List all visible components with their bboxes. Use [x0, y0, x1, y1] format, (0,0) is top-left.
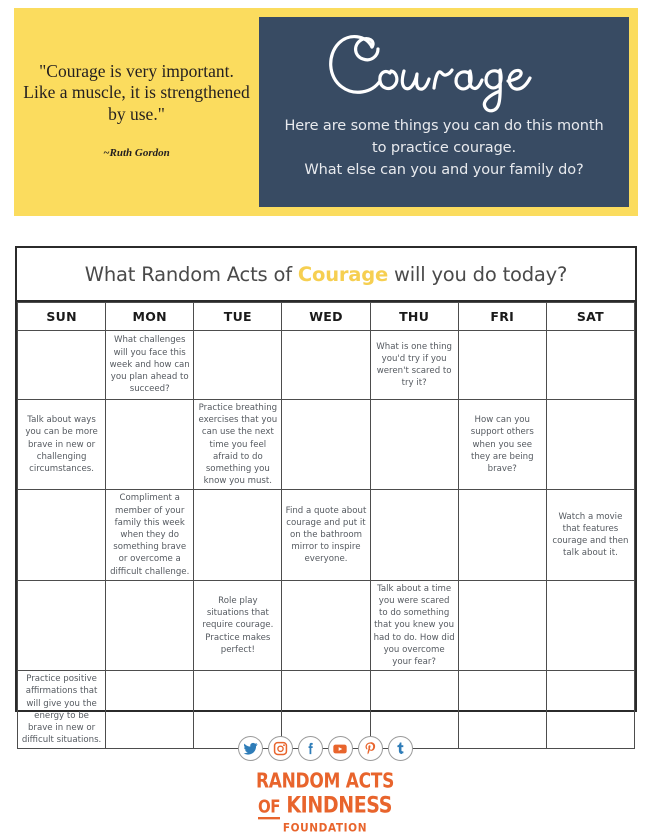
calendar-cell[interactable] — [18, 490, 106, 580]
calendar-title-bar — [17, 248, 635, 302]
calendar-cell[interactable] — [370, 490, 458, 580]
logo-line-3: FOUNDATION — [282, 821, 368, 836]
instagram-icon[interactable] — [268, 736, 293, 761]
logo-of: OF — [258, 796, 280, 820]
calendar-cell[interactable] — [546, 580, 634, 670]
calendar-cell[interactable]: Role play situations that require courage. Practice makes perfect! — [194, 580, 282, 670]
calendar-cell[interactable]: What challenges will you face this week and how can you plan ahead to succeed? — [106, 331, 194, 400]
calendar-cell[interactable]: Practice positive affirmations that will give you the energy to be brave in new or difficult situations. — [18, 671, 106, 749]
calendar-cell[interactable] — [106, 580, 194, 670]
calendar-cell[interactable]: Practice breathing exercises that you can use the next time you feel afraid to do something you know you must. — [194, 400, 282, 490]
calendar-week-row — [18, 580, 635, 670]
rak-foundation-logo — [255, 769, 395, 836]
calendar-week-row — [18, 490, 635, 580]
logo-line-1: RANDOM ACTS — [255, 769, 395, 794]
calendar-cell[interactable]: Talk about a time you were scared to do something that you knew you had to do. How did you overcome your fear? — [370, 580, 458, 670]
twitter-icon[interactable] — [238, 736, 263, 761]
logo-line-2 — [256, 792, 394, 819]
banner-subtitle — [278, 115, 609, 181]
calendar-header-row — [18, 303, 635, 331]
calendar-cell[interactable] — [194, 490, 282, 580]
tumblr-icon[interactable] — [388, 736, 413, 761]
calendar-title-prefix: What Random Acts of — [84, 262, 298, 286]
logo-kindness: KINDNESS — [286, 792, 393, 819]
day-header-tue: TUE — [194, 303, 282, 331]
calendar-cell[interactable] — [458, 490, 546, 580]
calendar-title-suffix: will you do today? — [388, 262, 568, 286]
calendar-cell[interactable] — [18, 331, 106, 400]
calendar-cell[interactable]: Find a quote about courage and put it on the bathroom mirror to inspire everyone. — [282, 490, 370, 580]
calendar-cell[interactable] — [458, 331, 546, 400]
day-header-fri: FRI — [458, 303, 546, 331]
pinterest-icon[interactable] — [358, 736, 383, 761]
calendar-title — [85, 263, 567, 286]
calendar-cell[interactable] — [458, 580, 546, 670]
quote-panel — [14, 8, 259, 216]
banner-subtitle-line1: Here are some things you can do this month — [284, 118, 604, 134]
social-links — [238, 736, 413, 761]
youtube-icon[interactable] — [328, 736, 353, 761]
calendar-title-accent: Courage — [297, 262, 389, 286]
calendar-week-row — [18, 331, 635, 400]
calendar-cell[interactable] — [282, 331, 370, 400]
banner-subtitle-line2: to practice courage. — [371, 140, 517, 157]
banner-subtitle-line3: What else can you and your family do? — [304, 162, 584, 179]
footer — [0, 736, 650, 835]
day-header-wed: WED — [282, 303, 370, 331]
calendar-cell[interactable] — [546, 400, 634, 490]
calendar-week-row — [18, 400, 635, 490]
calendar-cell[interactable] — [370, 400, 458, 490]
calendar-cell[interactable]: How can you support others when you see they are being brave? — [458, 400, 546, 490]
day-header-sun: SUN — [18, 303, 106, 331]
calendar-cell[interactable]: Compliment a member of your family this week when they do something brave or overcome a difficult challenge. — [106, 490, 194, 580]
calendar-cell[interactable]: Talk about ways you can be more brave in new or challenging circumstances. — [18, 400, 106, 490]
navy-panel — [259, 17, 629, 207]
quote-text: "Courage is very important. Like a muscle, it is strengthened by use." — [23, 60, 250, 124]
script-title-courage — [259, 23, 629, 115]
calendar — [15, 246, 637, 746]
calendar-cell[interactable] — [546, 331, 634, 400]
calendar-cell[interactable]: What is one thing you'd try if you weren't scared to try it? — [370, 331, 458, 400]
facebook-icon[interactable] — [298, 736, 323, 761]
day-header-mon: MON — [106, 303, 194, 331]
calendar-cell[interactable]: Watch a movie that features courage and then talk about it. — [546, 490, 634, 580]
calendar-cell[interactable] — [282, 580, 370, 670]
quote-attribution: ~Ruth Gordon — [103, 147, 170, 160]
day-header-thu: THU — [370, 303, 458, 331]
calendar-grid — [17, 302, 635, 749]
calendar-cell[interactable] — [194, 331, 282, 400]
calendar-cell[interactable] — [106, 400, 194, 490]
calendar-cell[interactable] — [18, 580, 106, 670]
top-banner — [14, 8, 638, 216]
day-header-sat: SAT — [546, 303, 634, 331]
calendar-cell[interactable] — [282, 400, 370, 490]
